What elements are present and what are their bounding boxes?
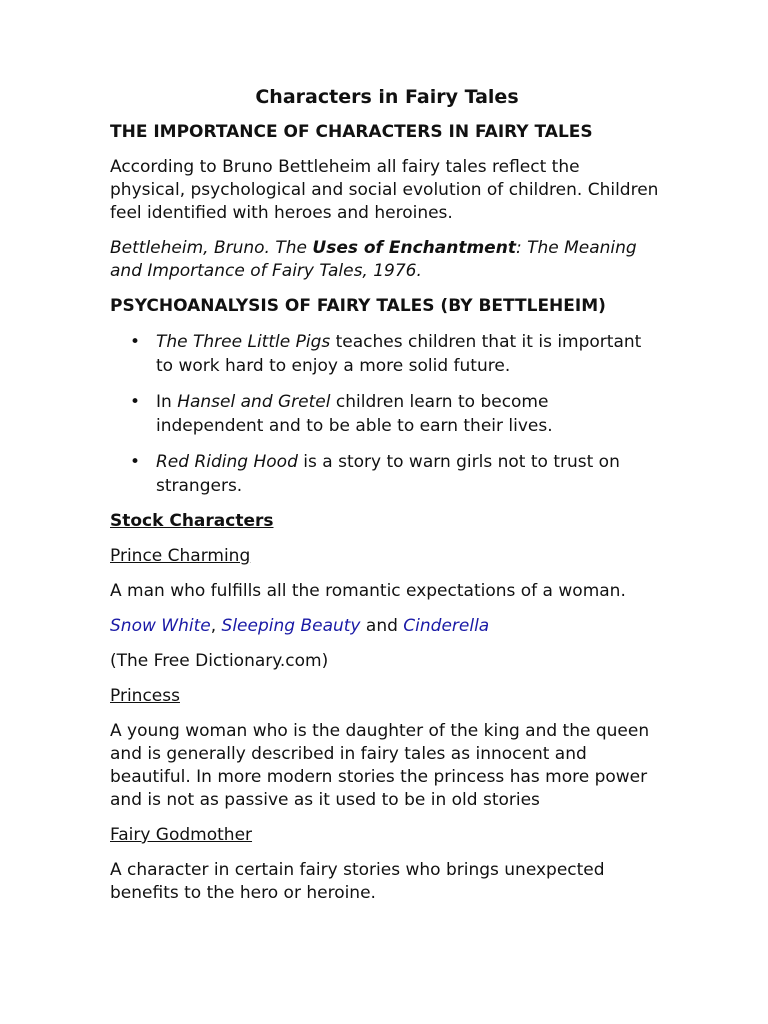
prince-charming-examples bbox=[110, 615, 660, 638]
examples-separator: and bbox=[360, 616, 404, 636]
link-snow-white[interactable]: Snow White bbox=[110, 616, 211, 636]
citation-book-title: Uses of Enchantment bbox=[312, 238, 516, 258]
list-item-three-little-pigs bbox=[110, 330, 660, 378]
princess-definition: A young woman who is the daughter of the king and the queen and is generally described in fairy tales as innocent and beautiful. In more modern stories the princess has more power and is not as passive as it used to be in old stories bbox=[110, 721, 650, 810]
citation-rest: : The Meaning and Importance of Fairy Tales, 1976. bbox=[110, 238, 637, 281]
list-item-text: is a story to warn girls not to trust on strangers. bbox=[156, 452, 620, 496]
prince-charming-definition: A man who fulfills all the romantic expectations of a woman. bbox=[110, 581, 626, 601]
list-item-hansel-and-gretel bbox=[110, 390, 660, 438]
list-item-story-title: Hansel and Gretel bbox=[177, 392, 331, 412]
section-heading-stock-characters: Stock Characters bbox=[110, 511, 274, 531]
list-item-story-title: The Three Little Pigs bbox=[156, 332, 331, 352]
psychoanalysis-list bbox=[110, 330, 660, 498]
subheading-fairy-godmother: Fairy Godmother bbox=[110, 825, 253, 845]
section-heading-psychoanalysis: PSYCHOANALYSIS OF FAIRY TALES (BY BETTLEHEIM) bbox=[110, 296, 606, 316]
link-cinderella[interactable]: Cinderella bbox=[403, 616, 490, 636]
subheading-princess: Princess bbox=[110, 686, 180, 706]
subheading-prince-charming: Prince Charming bbox=[110, 546, 251, 566]
list-item-red-riding-hood bbox=[110, 450, 660, 498]
examples-separator: , bbox=[210, 616, 222, 636]
citation bbox=[110, 237, 660, 283]
list-item-text: children learn to become independent and to be able to earn their lives. bbox=[156, 392, 553, 436]
fairy-godmother-definition: A character in certain fairy stories who brings unexpected benefits to the hero or heroine. bbox=[110, 860, 605, 903]
bullet-icon: • bbox=[130, 452, 141, 472]
list-item-text: teaches children that it is important to work hard to enjoy a more solid future. bbox=[156, 332, 642, 376]
bullet-icon: • bbox=[130, 392, 141, 412]
link-sleeping-beauty[interactable]: Sleeping Beauty bbox=[221, 616, 361, 636]
bettleheim-paragraph: According to Bruno Bettleheim all fairy tales reflect the physical, psychological and social evolution of children. Children feel identified with heroes and heroines. bbox=[110, 157, 659, 223]
source-credit: (The Free Dictionary.com) bbox=[110, 651, 329, 671]
list-item-lead: In bbox=[156, 392, 178, 412]
citation-author: Bettleheim, Bruno. The bbox=[110, 238, 313, 258]
list-item-story-title: Red Riding Hood bbox=[156, 452, 298, 472]
section-heading-importance: THE IMPORTANCE OF CHARACTERS IN FAIRY TALES bbox=[110, 122, 593, 142]
document-title: Characters in Fairy Tales bbox=[255, 86, 519, 108]
bullet-icon: • bbox=[130, 332, 141, 352]
